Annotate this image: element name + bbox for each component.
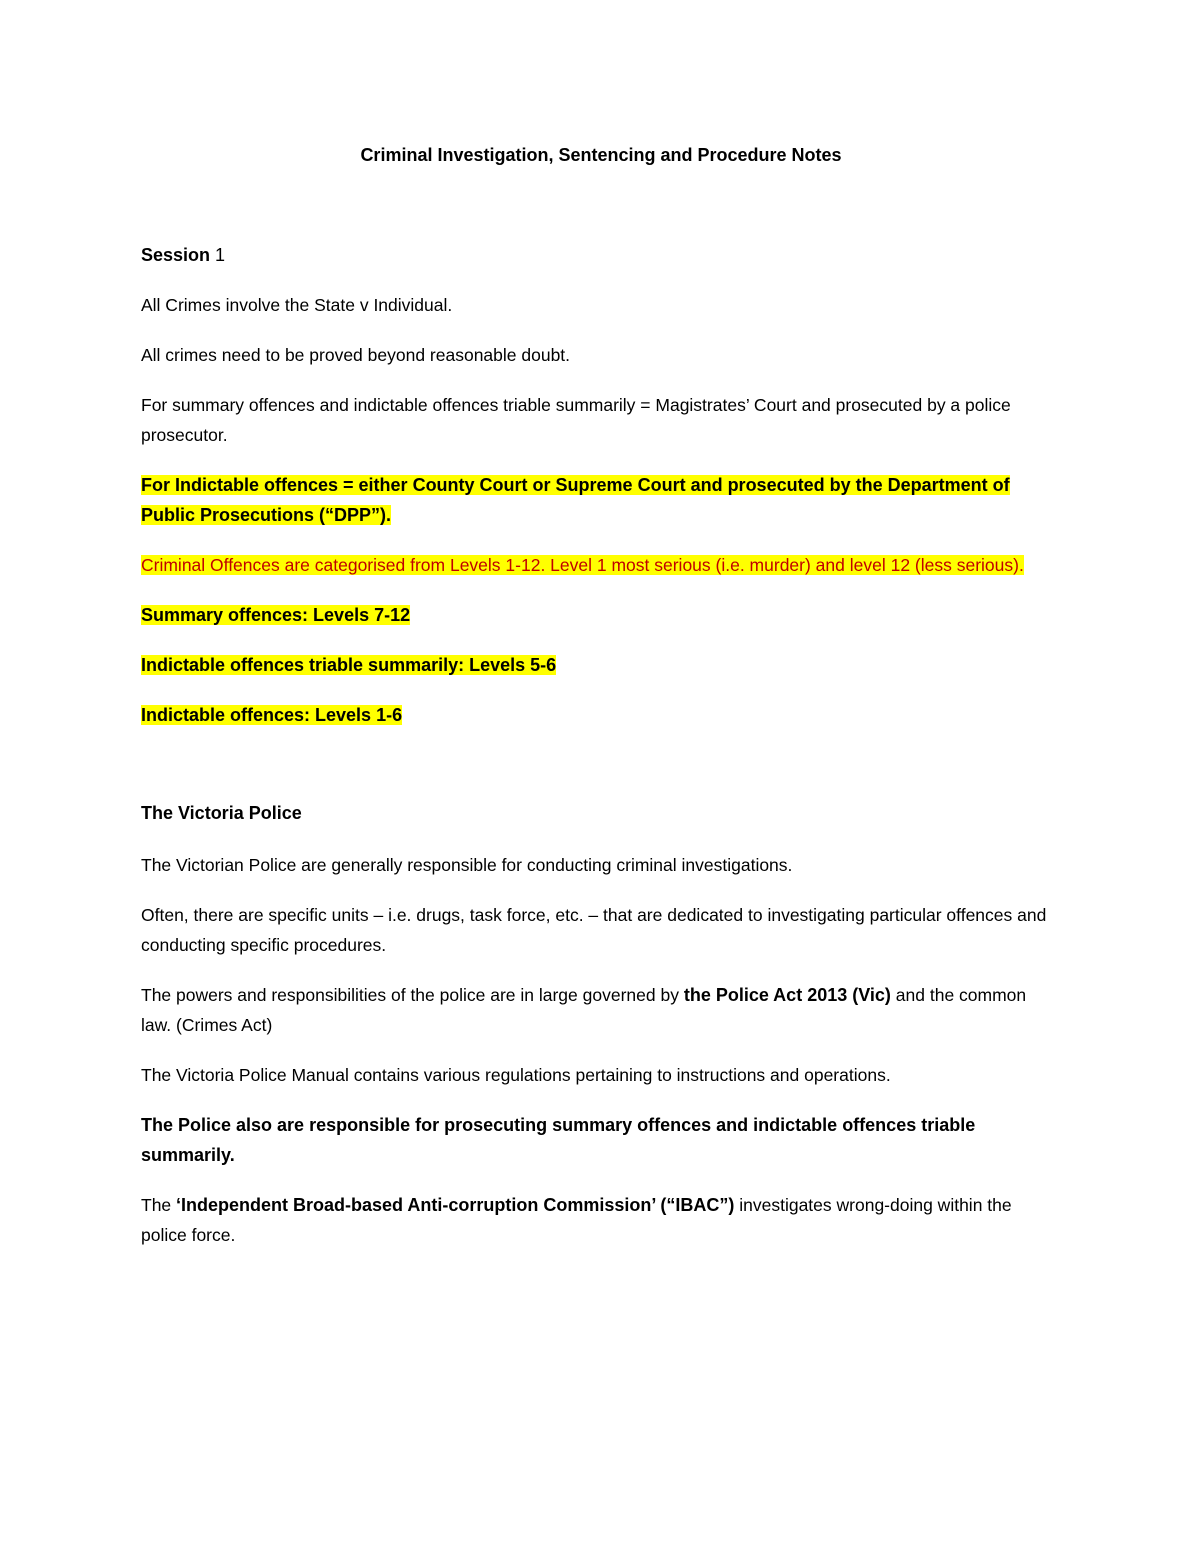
- document-title: Criminal Investigation, Sentencing and Procedure Notes: [360, 145, 842, 165]
- police-heading: The Victoria Police: [141, 803, 302, 823]
- paragraph-reasonable-doubt: All crimes need to be proved beyond reasonable doubt.: [141, 345, 571, 365]
- police-powers-text-a: The powers and responsibilities of the police are in large governed by: [141, 985, 684, 1005]
- session-heading-label: Session: [141, 245, 211, 265]
- session-heading: [141, 240, 1061, 270]
- highlight-indictable-levels: Indictable offences: Levels 1-6: [141, 705, 403, 725]
- paragraph-triable-summarily-levels: [141, 650, 1061, 680]
- paragraph-summary-offences-court: For summary offences and indictable offences triable summarily = Magistrates’ Court and prosecuted by a police prosecutor.: [141, 395, 1011, 445]
- police-powers-text-c: and the common law. (Crimes Act): [141, 985, 1027, 1035]
- highlight-offence-levels: Criminal Offences are categorised from Levels 1-12. Level 1 most serious (i.e. murder) and level 12 (less serious).: [141, 555, 1024, 575]
- paragraph-state-v-individual: All Crimes involve the State v Individual.: [141, 295, 453, 315]
- paragraph-indictable-levels: [141, 700, 1061, 730]
- highlight-indictable-offences-court: For Indictable offences = either County Court or Supreme Court and prosecuted by the Department of Public Prosecutions (“DPP”).: [141, 475, 1010, 525]
- paragraph-police-manual: The Victoria Police Manual contains various regulations pertaining to instructions and operations.: [141, 1065, 891, 1085]
- ibac-name: ‘Independent Broad-based Anti-corruption Commission’ (“IBAC”): [176, 1195, 735, 1215]
- ibac-text-a: The: [141, 1195, 177, 1215]
- paragraph-summary-levels: [141, 600, 1061, 630]
- paragraph-police-investigations: The Victorian Police are generally responsible for conducting criminal investigations.: [141, 855, 793, 875]
- document-body: [141, 140, 1061, 1250]
- session-heading-number: 1: [215, 245, 226, 265]
- ibac-text-c: investigates wrong-doing within the police force.: [141, 1195, 1012, 1245]
- paragraph-police-powers: [141, 980, 1061, 1040]
- paragraph-police-prosecuting: The Police also are responsible for prosecuting summary offences and indictable offences triable summarily.: [141, 1115, 976, 1165]
- paragraph-ibac: [141, 1190, 1061, 1250]
- paragraph-indictable-offences-court: [141, 470, 1061, 530]
- police-act-reference: the Police Act 2013 (Vic): [683, 985, 891, 1005]
- paragraph-specific-units: Often, there are specific units – i.e. drugs, task force, etc. – that are dedicated to investigating particular offences and conducting specific procedures.: [141, 905, 1047, 955]
- highlight-triable-summarily-levels: Indictable offences triable summarily: Levels 5-6: [141, 655, 557, 675]
- paragraph-offence-levels: [141, 550, 1061, 580]
- highlight-summary-levels: Summary offences: Levels 7-12: [141, 605, 411, 625]
